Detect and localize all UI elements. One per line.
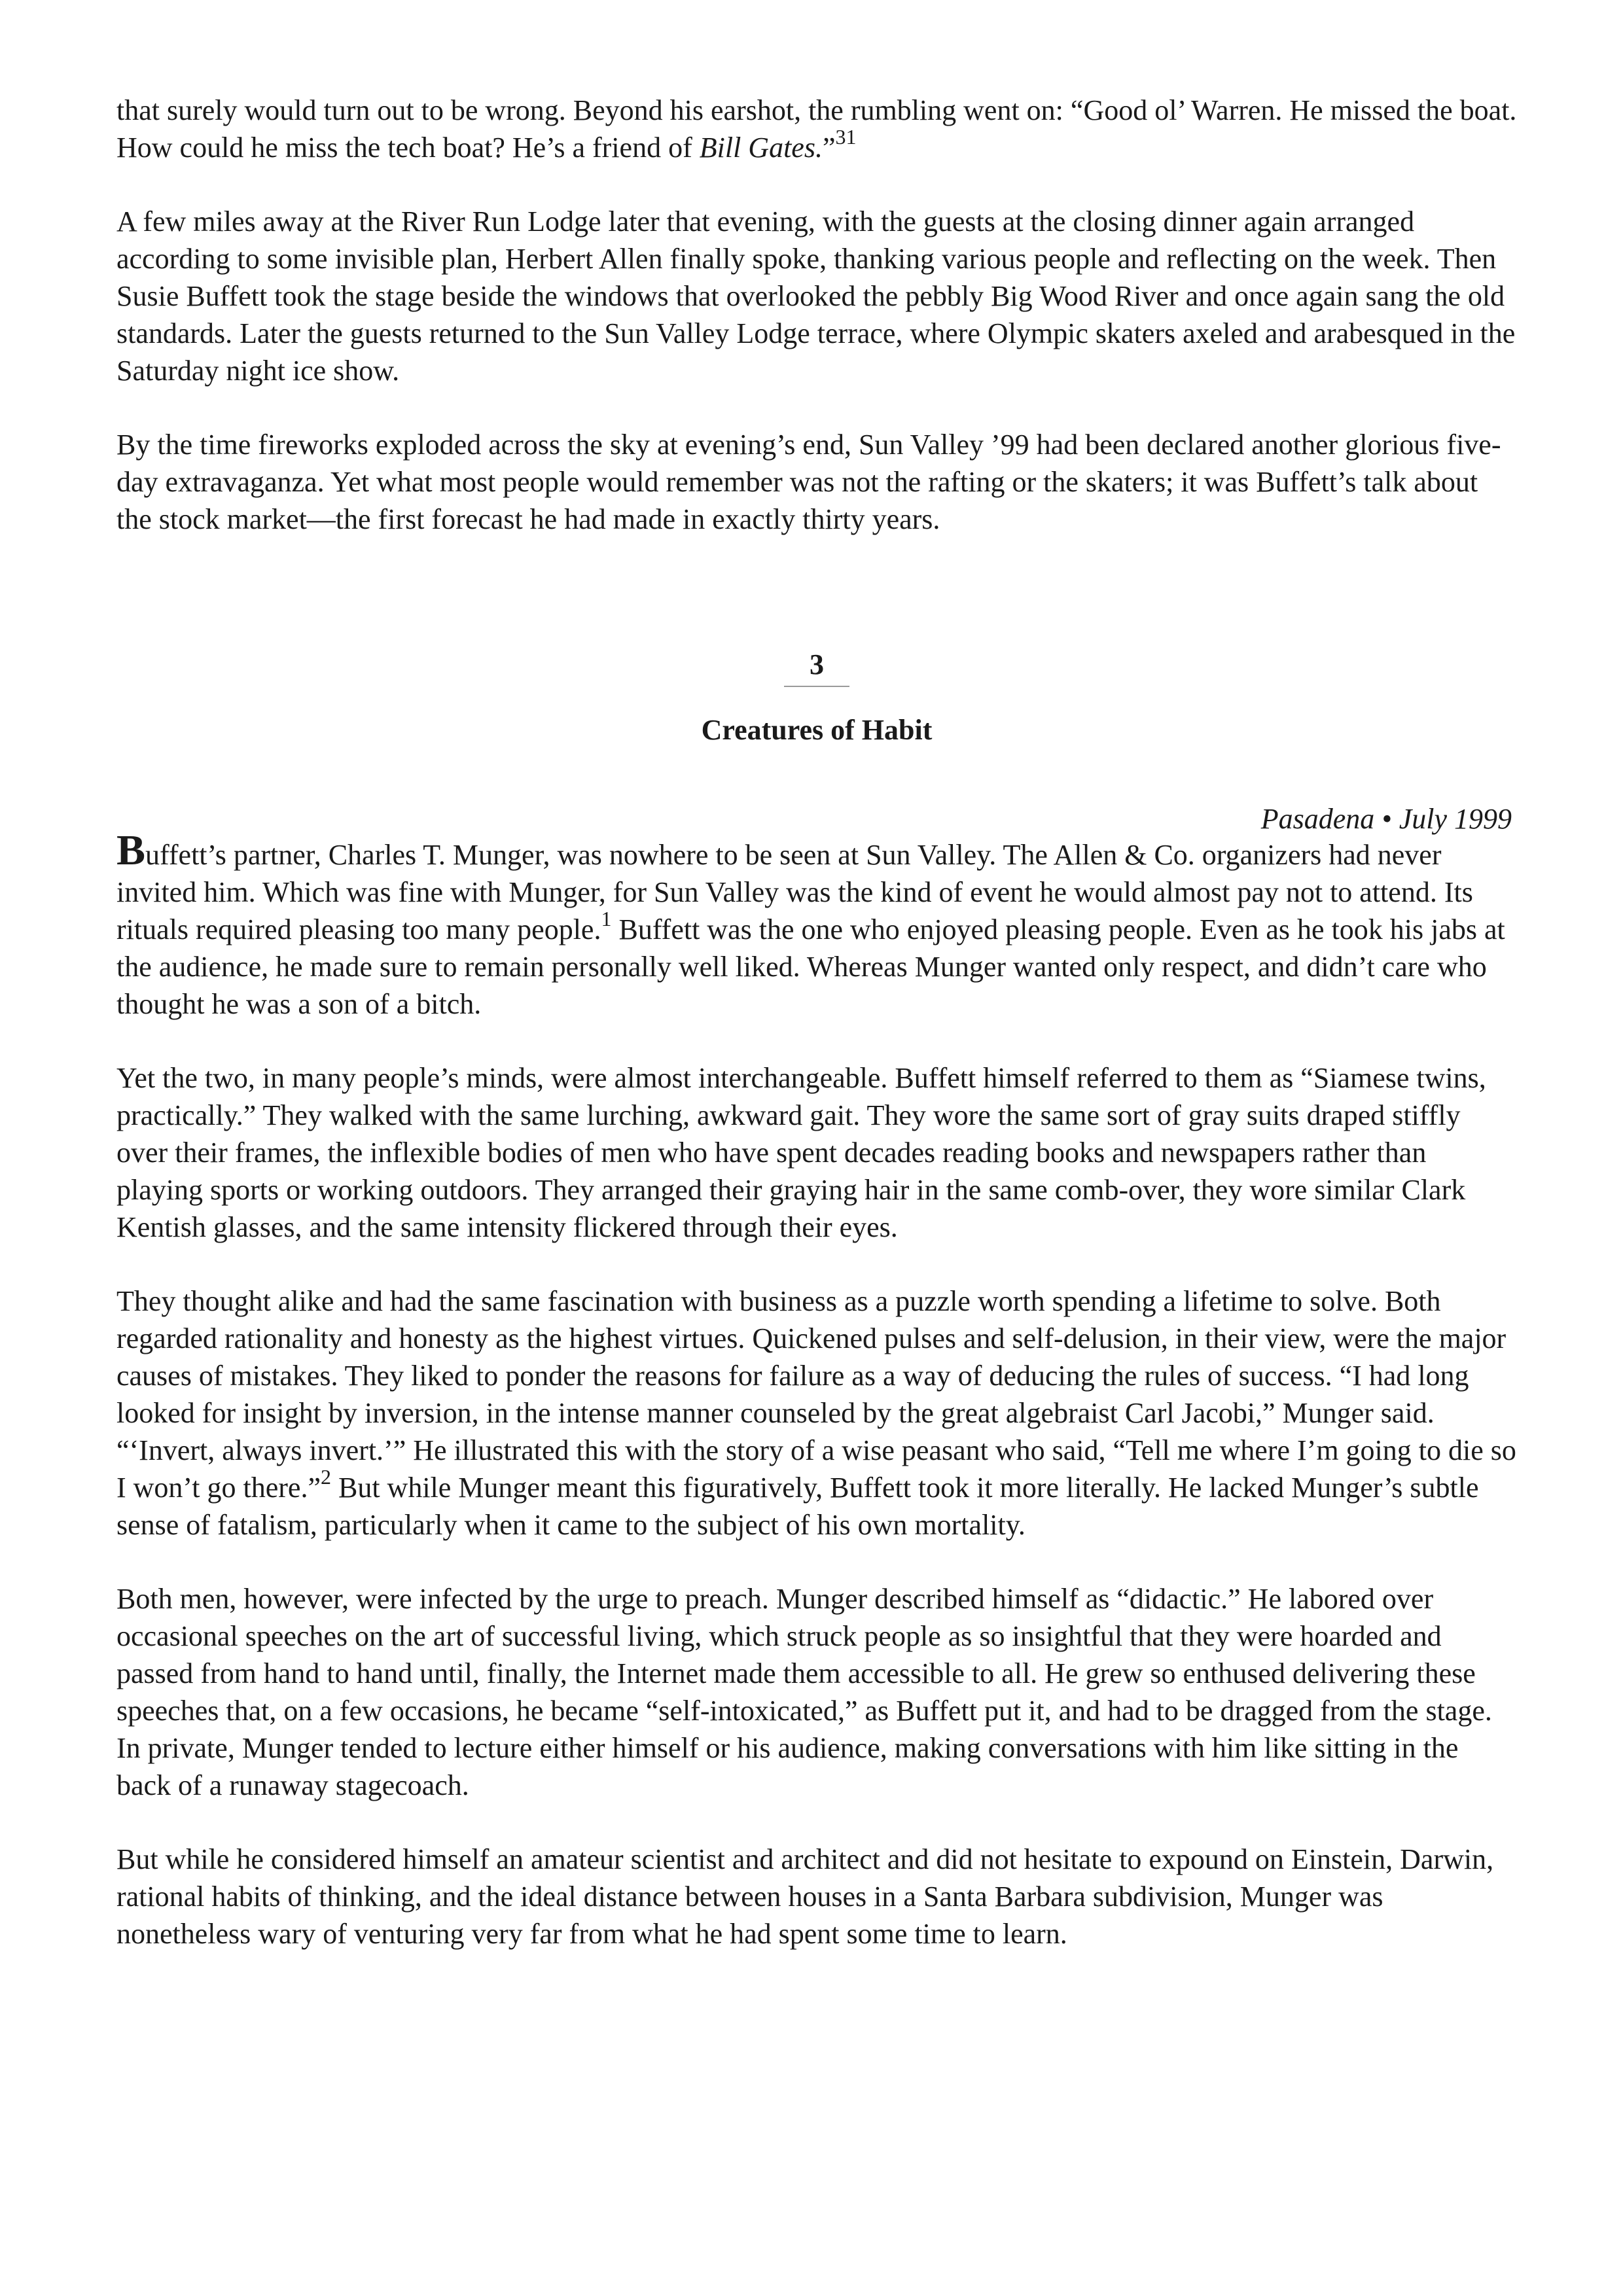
paragraph-body-4: Both men, however, were infected by the urge to preach. Munger described himself as “didactic.” He labored over occasional speeches on the art of successful living, which struck people as so insightful that they were hoarded and passed from hand to hand until, finally, the Internet made them accessible to all. He grew so enthused delivering these speeches that, on a few occasions, he became “self-intoxicated,” as Buffett put it, and had to be dragged from the stage. In private, Munger tended to lecture either himself or his audience, making conversations with him like sitting in the back of a runaway stagecoach.	[116, 1583, 1492, 1801]
paragraph-text: But while Munger meant this figuratively, Buffett took it more literally. He lacked Munger’s subtle sense of fatalism, particularly when it came to the subject of his own mortality.	[116, 1472, 1479, 1541]
paragraph-text: They thought alike and had the same fascination with business as a puzzle worth spending a lifetime to solve. Both regarded rationality and honesty as the highest virtues. Quickened pulses and self-delusion, in their view, were the major causes of mistakes. They liked to ponder the reasons for failure as a way of deducing the rules of success. “I had long looked for insight by inversion, in the intense manner counseled by the great algebraist Carl Jacobi,” Munger said. “‘Invert, always invert.’” He illustrated this with the story of a wise peasant who said, “Tell me where I’m going to die so I won’t go there.”	[116, 1285, 1516, 1504]
paragraph-body-5: But while he considered himself an amateur scientist and architect and did not hesitate to expound on Einstein, Darwin, rational habits of thinking, and the ideal distance between houses in a Santa Barbara subdivision, Munger was nonetheless wary of venturing very far from what he had spent some time to learn.	[116, 1843, 1494, 1950]
chapter-heading	[116, 648, 1517, 747]
paragraph-continuation-2: A few miles away at the River Run Lodge later that evening, with the guests at the closing dinner again arranged according to some invisible plan, Herbert Allen finally spoke, thanking various people and reflecting on the week. Then Susie Buffett took the stage beside the windows that overlooked the pebbly Big Wood River and once again sang the old standards. Later the guests returned to the Sun Valley Lodge terrace, where Olympic skaters axeled and arabesqued in the Saturday night ice show.	[116, 205, 1516, 387]
drop-cap: B	[116, 826, 146, 874]
paragraph-text: that surely would turn out to be wrong. Beyond his earshot, the rumbling went on: “Good ol’ Warren. He missed the boat. How could he miss the tech boat? He’s a friend of	[116, 94, 1517, 164]
chapter-number: 3	[784, 648, 849, 687]
italic-text: Bill Gates.	[699, 132, 823, 164]
chapter-dateline: Pasadena • July 1999	[1260, 803, 1512, 835]
footnote-marker: 2	[320, 1465, 331, 1489]
book-page	[116, 92, 1517, 1989]
footnote-marker: 31	[835, 125, 857, 149]
paragraph-text: uffett’s partner, Charles T. Munger, was nowhere to be seen at Sun Valley. The Allen & Co. organizers had never invited him. Which was fine with Munger, for Sun Valley was the kind of event he would almost pay not to attend. Its rituals required pleasing too many people.	[116, 839, 1473, 945]
paragraph-body-2: Yet the two, in many people’s minds, were almost interchangeable. Buffett himself referred to them as “Siamese twins, practically.” They walked with the same lurching, awkward gait. They wore the same sort of gray suits draped stiffly over their frames, the inflexible bodies of men who have spent decades reading books and newspapers rather than playing sports or working outdoors. They arranged their graying hair in the same comb-over, they wore similar Clark Kentish glasses, and the same intensity flickered through their eyes.	[116, 1062, 1486, 1243]
chapter-title: Creatures of Habit	[701, 714, 933, 746]
paragraph-continuation-3: By the time fireworks exploded across the sky at evening’s end, Sun Valley ’99 had been declared another glorious five-day extravaganza. Yet what most people would remember was not the rafting or the skaters; it was Buffett’s talk about the stock market—the first forecast he had made in exactly thirty years.	[116, 429, 1501, 535]
paragraph-body-1	[116, 826, 1517, 1023]
paragraph-continuation-1	[116, 92, 1517, 166]
paragraph-text: Buffett was the one who enjoyed pleasing people. Even as he took his jabs at the audience, he made sure to remain personally well liked. Whereas Munger wanted only respect, and didn’t care who thought he was a son of a bitch.	[116, 913, 1505, 1020]
paragraph-body-3	[116, 1282, 1517, 1544]
closing-quote: ”	[822, 132, 836, 164]
footnote-marker: 1	[601, 907, 612, 931]
